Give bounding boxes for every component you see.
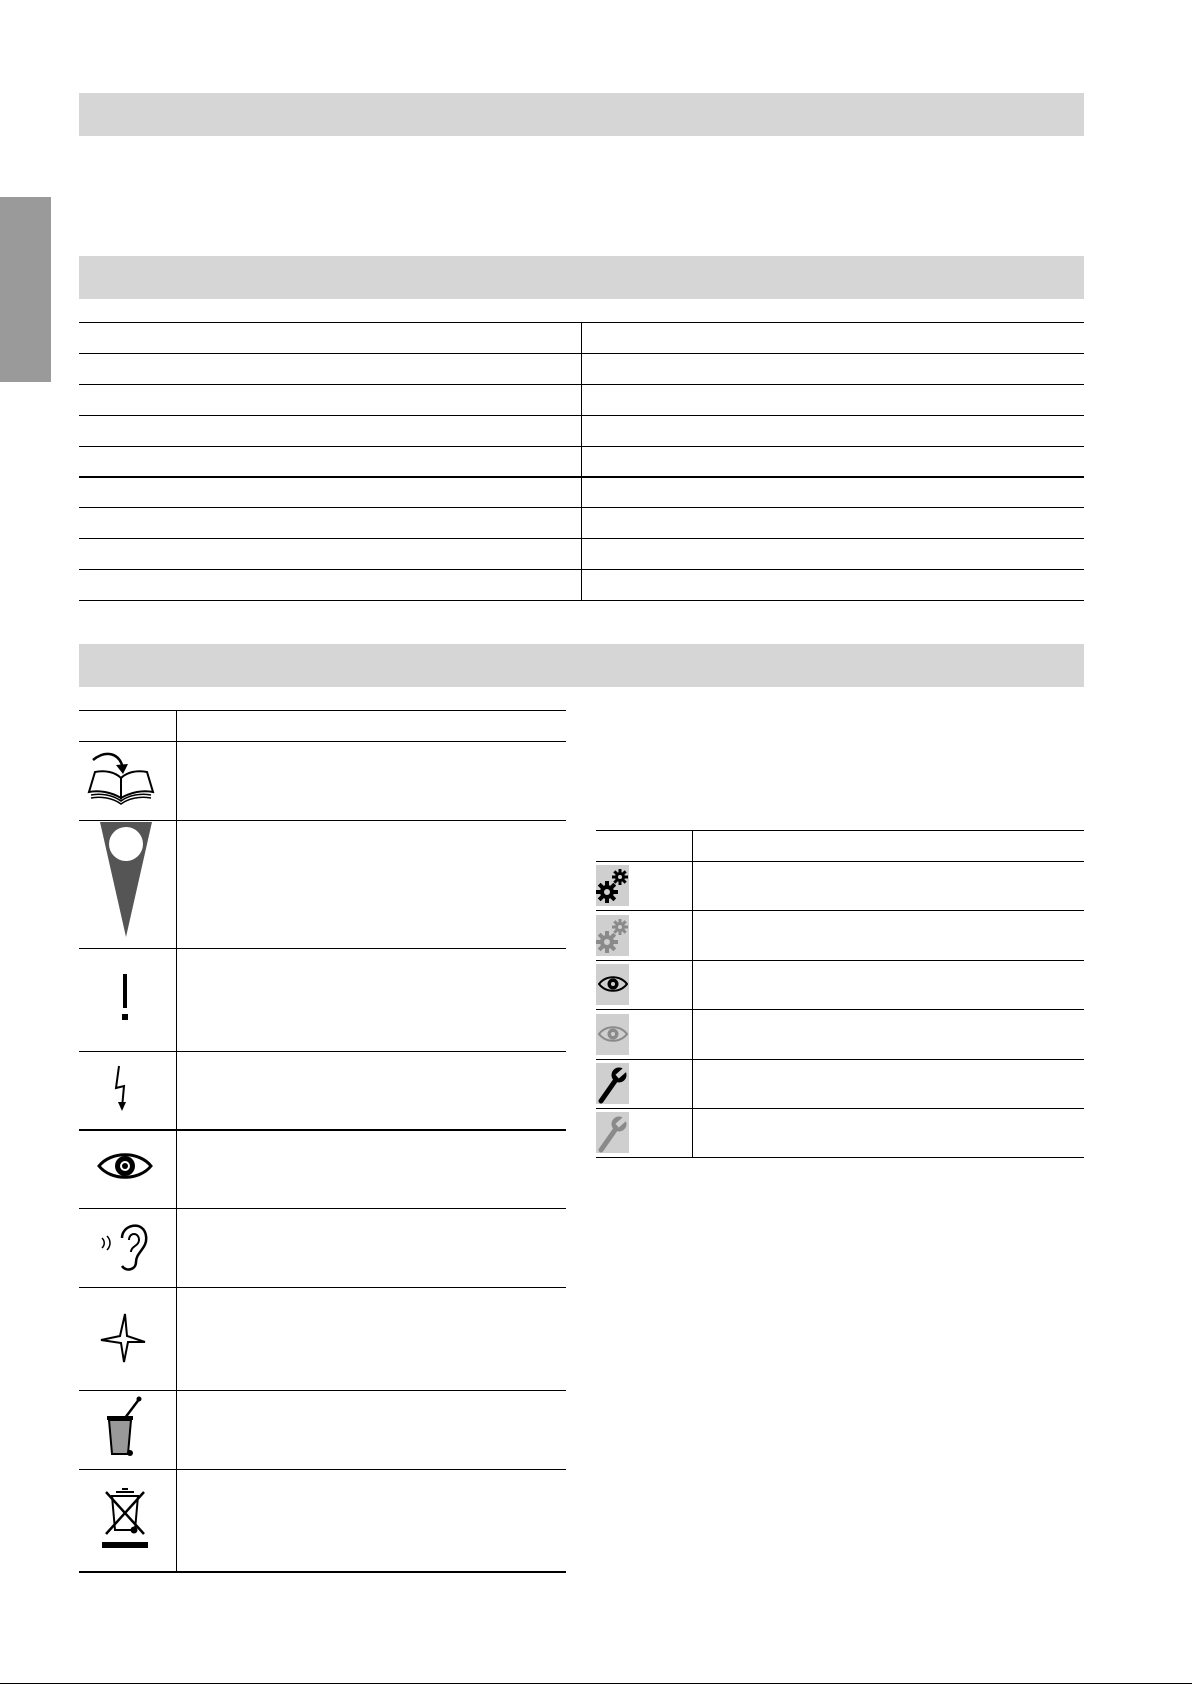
table-rule (79, 600, 1084, 601)
table-divider (176, 710, 177, 1572)
table-rule (79, 1571, 566, 1573)
eye-icon (598, 974, 628, 994)
table-rule (596, 1157, 1084, 1158)
table-rule (596, 960, 1084, 961)
table-rule (79, 1051, 566, 1052)
table-rule (79, 1469, 566, 1470)
section-heading-3 (79, 644, 1084, 687)
eye-icon (97, 1149, 153, 1183)
exclamation-icon (116, 974, 134, 1022)
wrench-icon (597, 1113, 629, 1153)
ear-icon (98, 1218, 152, 1274)
eye-icon (598, 1024, 628, 1044)
table-rule (79, 1390, 566, 1391)
table-rule (596, 1009, 1084, 1010)
table-divider (581, 322, 582, 600)
table-rule (79, 1208, 566, 1209)
table-rule (79, 1129, 566, 1131)
page-bottom-rule (0, 1683, 1192, 1684)
spark-star-icon (98, 1312, 148, 1364)
table-rule (596, 1108, 1084, 1109)
table-rule (79, 710, 566, 711)
warning-triangle-icon (100, 822, 152, 938)
waste-bin-icon (104, 1396, 144, 1458)
table-rule (79, 948, 566, 949)
chapter-tab (0, 197, 51, 382)
gears-icon (596, 866, 629, 906)
table-rule (79, 1287, 566, 1288)
section-heading-2 (79, 256, 1084, 299)
read-manual-icon (85, 748, 157, 806)
section-heading-1 (79, 93, 1084, 136)
table-divider (692, 830, 693, 1157)
gears-icon (596, 916, 629, 956)
table-rule (596, 830, 1084, 831)
crossed-bin-icon (100, 1486, 150, 1550)
table-rule (596, 910, 1084, 911)
table-rule (596, 861, 1084, 862)
table-rule (79, 820, 566, 821)
section-1-text (79, 150, 1084, 210)
table-rule (596, 1059, 1084, 1060)
table-rule (79, 741, 566, 742)
electric-bolt-icon (113, 1066, 135, 1112)
wrench-icon (597, 1064, 629, 1104)
